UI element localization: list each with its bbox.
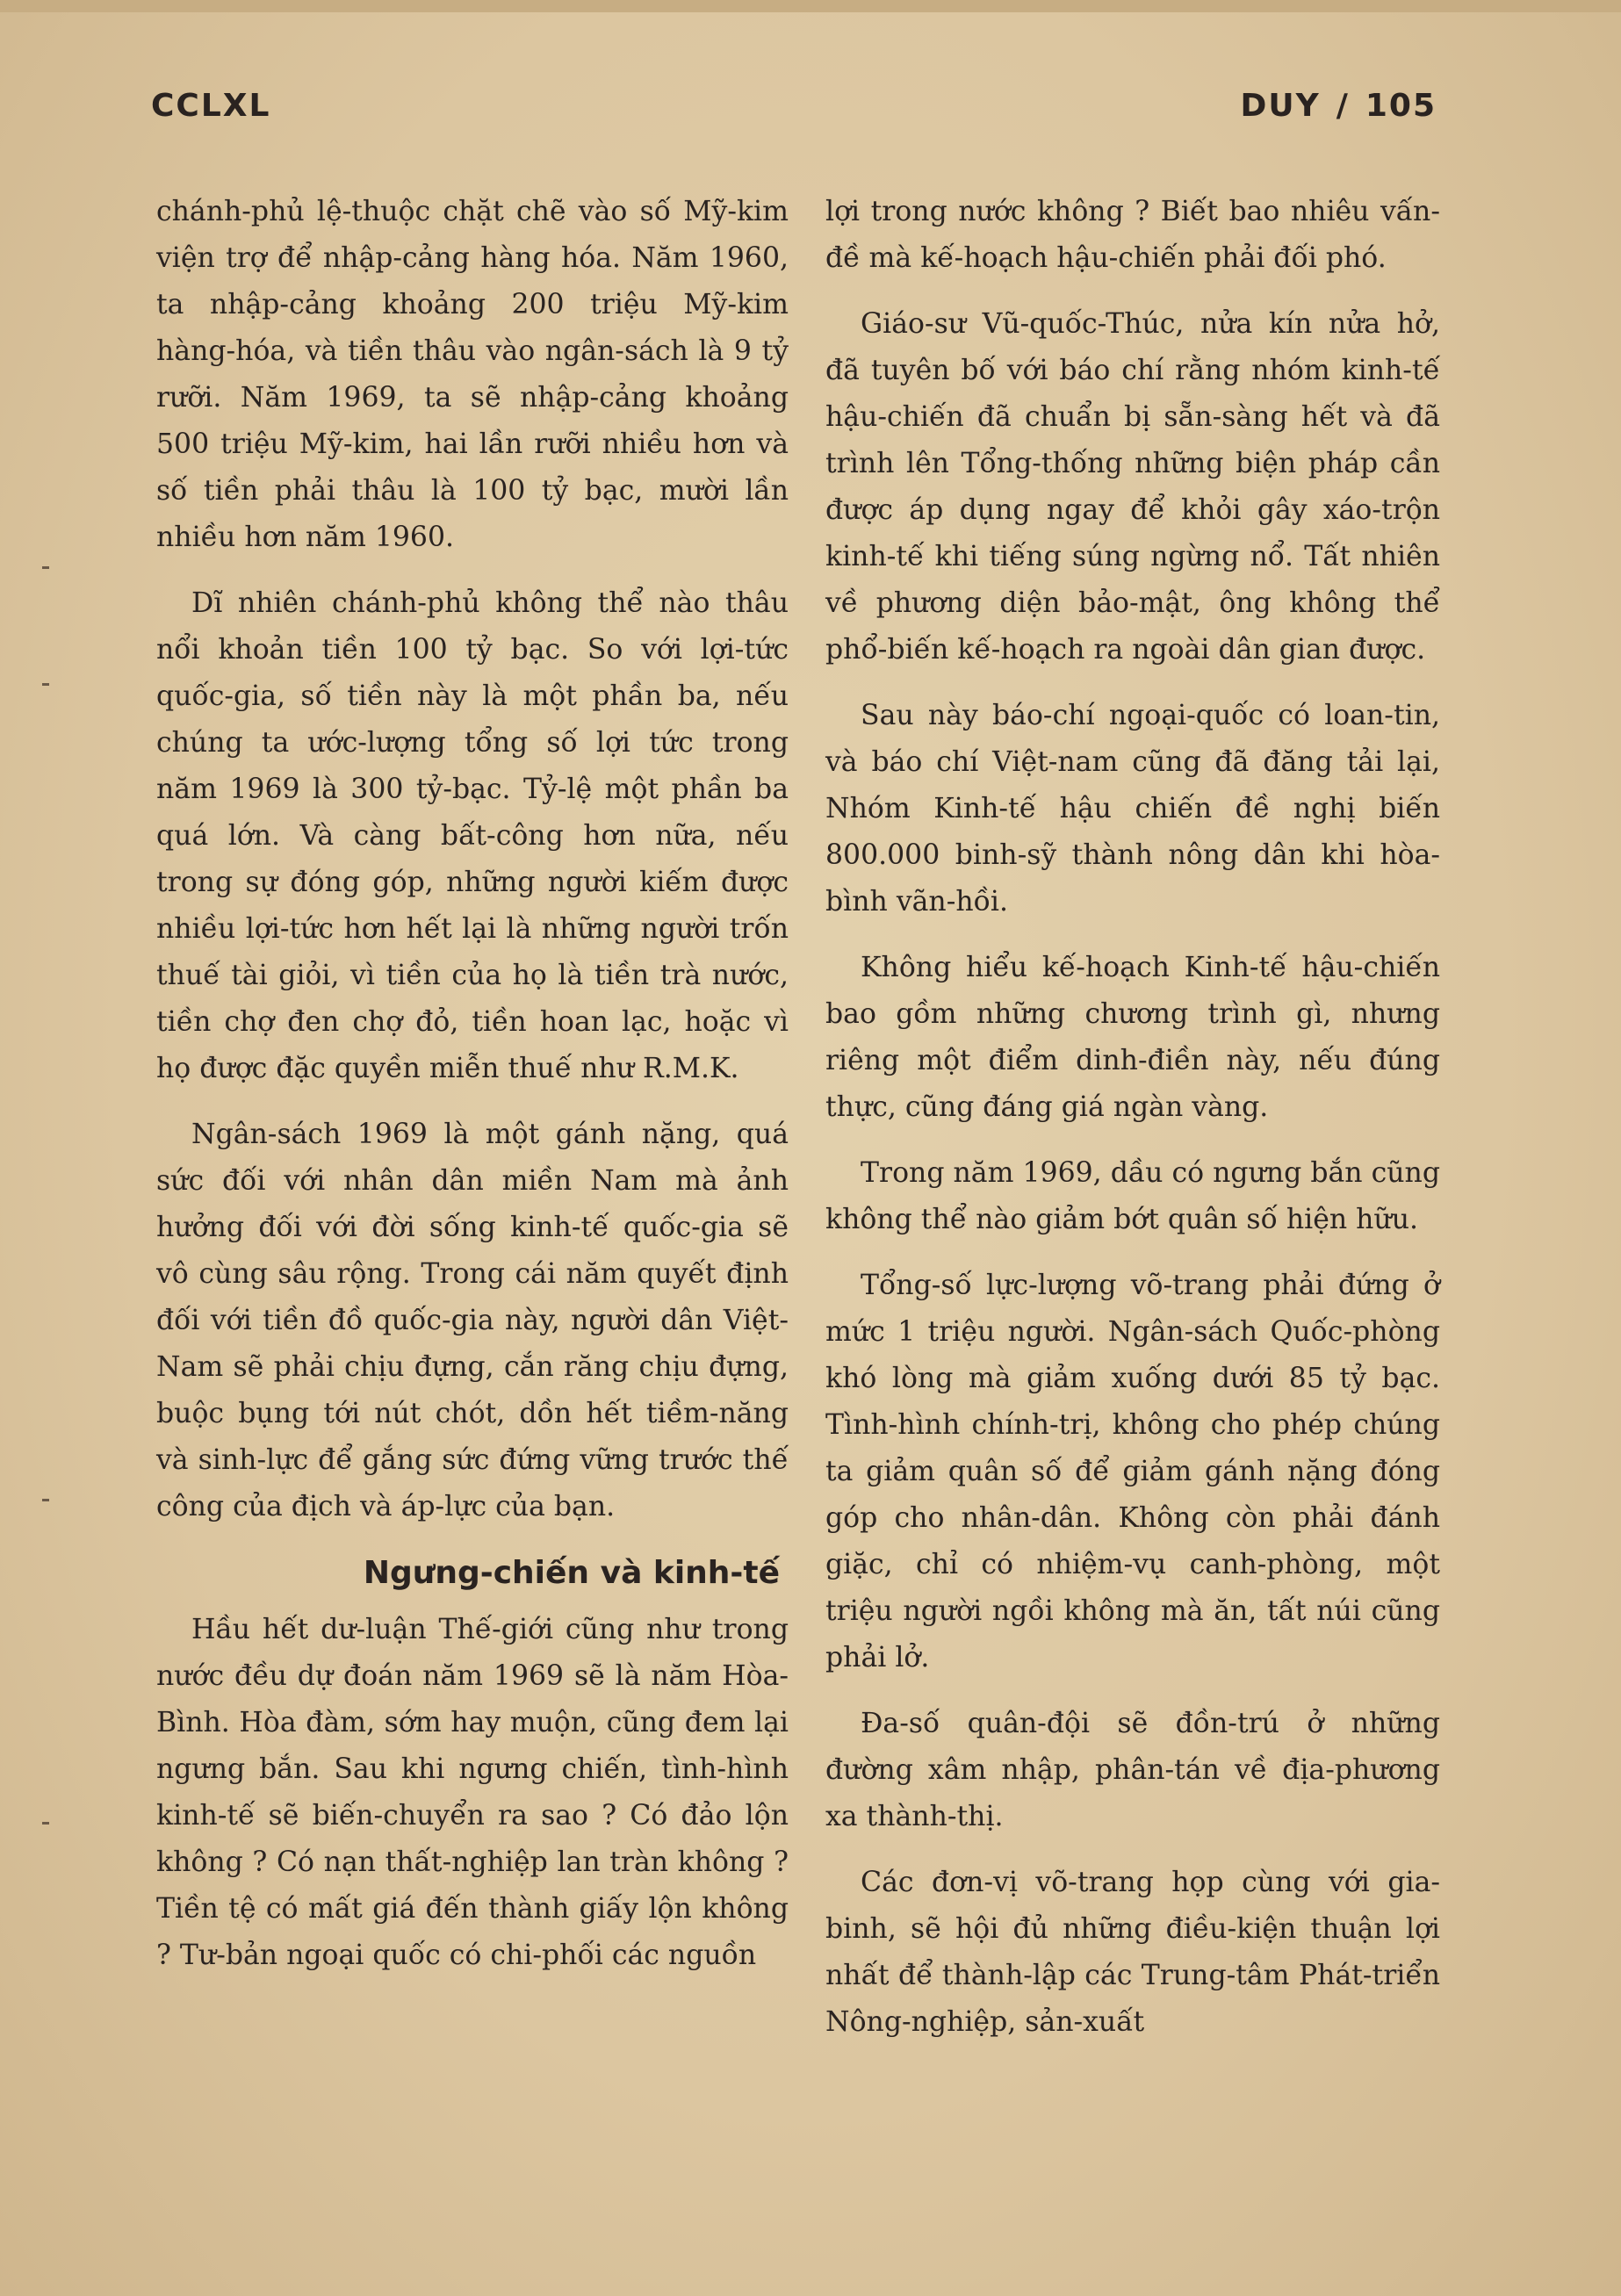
magazine-name: DUY xyxy=(1240,88,1321,124)
section-code: CCLXL xyxy=(151,88,271,124)
paragraph: Dĩ nhiên chánh-phủ không thể nào thâu nổi khoản tiền 100 tỷ bạc. So với lợi-tức quốc-gia, số tiền này là một phần ba, nếu chúng ta ước-lượng tổng số lợi tức trong năm 1969 là 300 tỷ-bạc. Tỷ-lệ một phần ba quá lớn. Và càng bất-công hơn nữa, nếu trong sự đóng góp, những người kiếm được nhiều lợi-tức hơn hết lại là những người trốn thuế tài giỏi, vì tiền của họ là tiền trà nước, tiền chợ đen chợ đỏ, tiền hoan lạc, hoặc vì họ được đặc quyền miễn thuế như R.M.K. xyxy=(156,587,789,1084)
paragraph: chánh-phủ lệ-thuộc chặt chẽ vào số Mỹ-kim viện trợ để nhập-cảng hàng hóa. Năm 1960, ta nhập-cảng khoảng 200 triệu Mỹ-kim hàng-hóa, và tiền thâu vào ngân-sách là 9 tỷ rưỡi. Năm 1969, ta sẽ nhập-cảng khoảng 500 triệu Mỹ-kim, hai lần rưỡi nhiều hơn và số tiền phải thâu là 100 tỷ bạc, mười lần nhiều hơn năm 1960. xyxy=(156,196,789,553)
page-number: 105 xyxy=(1365,88,1437,124)
left-column xyxy=(156,189,789,1998)
scan-mark xyxy=(42,566,49,569)
paragraph: Trong năm 1969, dầu có ngưng bắn cũng không thể nào giảm bớt quân số hiện hữu. xyxy=(825,1157,1440,1235)
paragraph: Giáo-sư Vũ-quốc-Thúc, nửa kín nửa hở, đã tuyên bố với báo chí rằng nhóm kinh-tế hậu-chiến đã chuẩn bị sẵn-sàng hết và đã trình lên Tổng-thống những biện pháp cần được áp dụng ngay để khỏi gây xáo-trộn kinh-tế khi tiếng súng ngừng nổ. Tất nhiên về phương diện bảo-mật, ông không thể phổ-biến kế-hoạch ra ngoài dân gian được. xyxy=(825,308,1440,666)
folio-separator: / xyxy=(1336,88,1350,124)
paragraph: Hầu hết dư-luận Thế-giới cũng như trong nước đều dự đoán năm 1969 sẽ là năm Hòa-Bình. Hòa đàm, sớm hay muộn, cũng đem lại ngưng bắn. Sau khi ngưng chiến, tình-hình kinh-tế sẽ biến-chuyển ra sao ? Có đảo lộn không ? Có nạn thất-nghiệp lan tràn không ? Tiền tệ có mất giá đến thành giấy lộn không ? Tư-bản ngoại quốc có chi-phối các nguồn xyxy=(156,1614,789,1971)
paragraph: Không hiểu kế-hoạch Kinh-tế hậu-chiến bao gồm những chương trình gì, nhưng riêng một điểm dinh-điền này, nếu đúng thực, cũng đáng giá ngàn vàng. xyxy=(825,952,1440,1123)
paragraph: Sau này báo-chí ngoại-quốc có loan-tin, và báo chí Việt-nam cũng đã đăng tải lại, Nhóm Kinh-tế hậu chiến đề nghị biến 800.000 binh-sỹ thành nông dân khi hòa-bình vãn-hồi. xyxy=(825,700,1440,918)
section-heading: Ngưng-chiến và kinh-tế xyxy=(363,1555,780,1591)
paragraph: lợi trong nước không ? Biết bao nhiêu vấn-đề mà kế-hoạch hậu-chiến phải đối phó. xyxy=(825,196,1440,274)
magazine-folio xyxy=(1225,88,1437,124)
scan-mark xyxy=(42,1499,49,1501)
paragraph: Đa-số quân-đội sẽ đồn-trú ở những đường xâm nhập, phân-tán về địa-phương xa thành-thị. xyxy=(825,1708,1440,1832)
scan-mark xyxy=(42,683,49,686)
paragraph: Các đơn-vị võ-trang họp cùng với gia-binh, sẽ hội đủ những điều-kiện thuận lợi nhất để thành-lập các Trung-tâm Phát-triển Nông-nghiệp, sản-xuất xyxy=(825,1867,1440,2038)
scan-mark xyxy=(42,1822,49,1825)
paragraph: Tổng-số lực-lượng võ-trang phải đứng ở mức 1 triệu người. Ngân-sách Quốc-phòng khó lòng mà giảm xuống dưới 85 tỷ bạc. Tình-hình chính-trị, không cho phép chúng ta giảm quân số để giảm gánh nặng đóng góp cho nhân-dân. Không còn phải đánh giặc, chỉ có nhiệm-vụ canh-phòng, một triệu người ngồi không mà ăn, tất núi cũng phải lở. xyxy=(825,1270,1440,1673)
right-column xyxy=(825,189,1440,2065)
paragraph: Ngân-sách 1969 là một gánh nặng, quá sức đối với nhân dân miền Nam mà ảnh hưởng đối với đời sống kinh-tế quốc-gia sẽ vô cùng sâu rộng. Trong cái năm quyết định đối với tiền đồ quốc-gia này, người dân Việt-Nam sẽ phải chịu đựng, cắn răng chịu đựng, buộc bụng tới nút chót, dồn hết tiềm-năng và sinh-lực để gắng sức đứng vững trước thế công của địch và áp-lực của bạn. xyxy=(156,1119,789,1522)
